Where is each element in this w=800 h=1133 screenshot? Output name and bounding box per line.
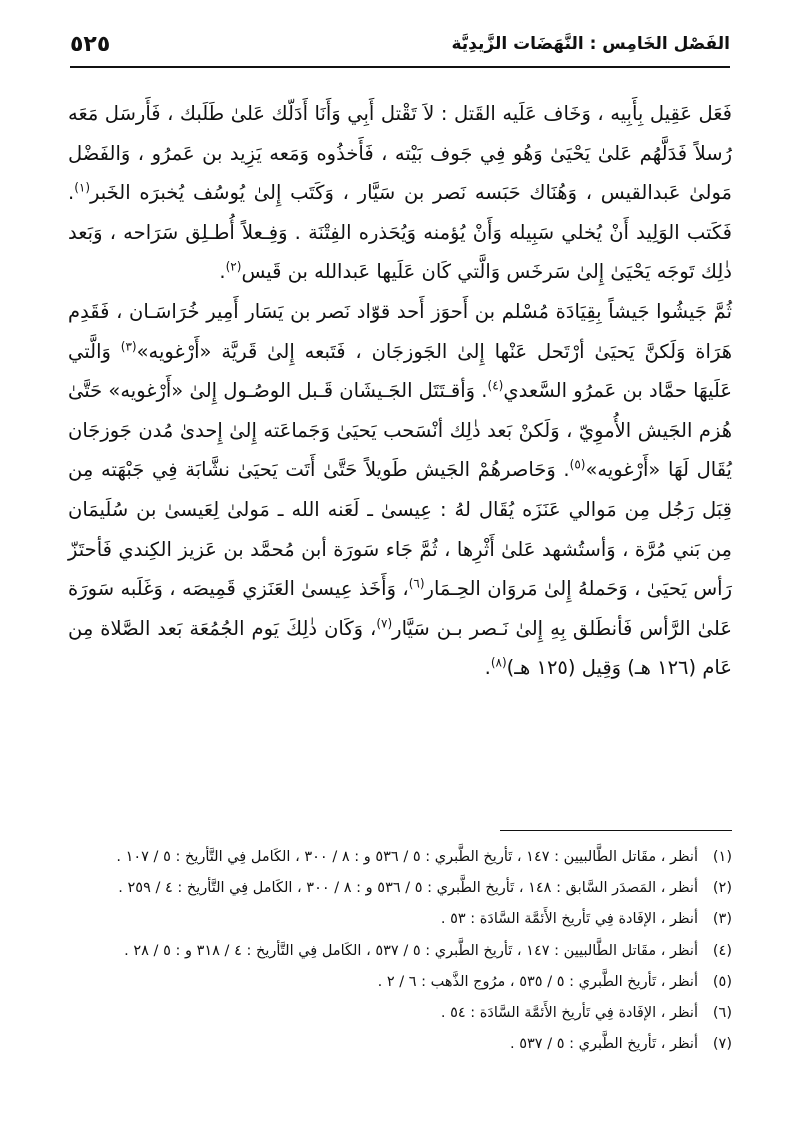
footnote-number: (٥) (712, 973, 732, 990)
footnote-reference: (٤) (487, 378, 504, 393)
footnote-text: أنظر ، تَأريخ الطَّبري : ٥ / ٥٣٧ . (510, 1036, 698, 1053)
footnote-text: أنظر ، المَصدَر السَّابق : ١٤٨ ، تَأريخ الطَّبري : ٥ / ٥٣٦ و : ٨ / ٣٠٠ ، الكَامل فِي التَّأريخ : ٤ / ٢٥٩ . (118, 880, 698, 897)
footnote-reference: (٦) (408, 576, 425, 591)
footnote-reference: (١) (74, 180, 91, 195)
paragraph-text: . (219, 260, 226, 284)
footnote-number: (٢) (712, 880, 732, 897)
footnote-reference: (٣) (120, 339, 137, 354)
footnotes-list (68, 842, 732, 1060)
body-paragraph (68, 94, 732, 292)
footnote (68, 873, 732, 904)
footnote-reference: (٨) (490, 655, 507, 670)
footnote (68, 842, 732, 873)
body-paragraph (68, 292, 732, 688)
footnote-number: (٧) (712, 1036, 732, 1053)
footnote (68, 904, 732, 935)
paragraph-text: ، وَأَخَذ عِيسىٰ العَنَزي قَمِيصَه ، وَغَلَبه سَورَة عَلىٰ الرَّأس فَأنطَلق بِهِ إِلىٰ نَـصر بـن سَيَّار (68, 577, 732, 640)
footnote (68, 1029, 732, 1060)
paragraph-text: ، وَكَان ذٰلِكَ يَوم الجُمُعَة بَعد الصَّلاة مِن عَام (١٢٦ هـ) وَقِيل (١٢٥ هـ) (68, 616, 732, 680)
footnote-text: أنظر ، تَأريخ الطَّبري : ٥ / ٥٣٥ ، مرُوج الذَّهب : ٦ / ٢ . (377, 973, 698, 990)
footnote-text: أنظر ، الإفَادة فِي تَأريخ الأَئمَّة السَّادَة : ٥٤ . (440, 1005, 698, 1022)
footnote-number: (٣) (712, 911, 732, 928)
paragraph-text: وَالَّتي عَلَيهَا حمَّاد بن عَمرُو السَّعدي (68, 339, 733, 403)
footnote-reference: (٥) (569, 457, 586, 472)
paragraph-text: . وَحَاصرهُمْ الجَيش طَويلاً حَتَّىٰ أَتَت يَحيَىٰ نشَّابَة فِي جَبْهَته مِن قِبَل رَجُل مِن مَوالي عَنَزَه يُقَال لهُ : عِيسىٰ ـ لَعَنه الله ـ مَولىٰ لِعَيسىٰ بن سُلَيمَان مِن بَني مُرَّة ، وَأستُشهد عَلىٰ أَثْرِها ، ثُمَّ جَاء سَورَة أبن مُحمَّد بن عَزيز الكِندي فَأحتَزّ رَأس يَحيَىٰ ، وَحَملهُ إِلىٰ مَروَان الحِـمَار (68, 458, 732, 601)
footnote-text: أنظر ، مقَاتل الطَّالبيين : ١٤٧ ، تَأريخ الطَّبري : ٥ / ٥٣٦ و : ٨ / ٣٠٠ ، الكَامل فِي التَّأريخ : ٥ / ١٠٧ . (116, 849, 698, 865)
page-header (70, 30, 730, 66)
paragraph-text: . فَكَتب الوَلِيد أَنْ يُخلي سَبِيله وَأَنْ يُؤمنه وَيُحَذره الفِتْنَة . وَفِـعلاً أُطـلِق سَرَاحه ، وَبَعد ذٰلِك تَوجَه يَحْيَىٰ إِلىٰ سَرخَس وَالَّتي كَان عَلَيها عَبدالله بن قَيس (68, 181, 732, 284)
page-number: ٥٢٥ (70, 32, 111, 57)
footnote-number: (١) (712, 849, 732, 865)
footnote-number: (٦) (712, 1005, 732, 1022)
paragraph-text: . وَأقـتَتَل الجَـيشَان قَـبل الوصُـول إِلىٰ «أَرْغويه» حَتَّىٰ هُزم الجَيش الأُموِيّ ، وَلَكنْ بَعد ذٰلِك أنْسَحب يَحيَىٰ وَجَماعَته إِلىٰ إِحدىٰ مُدن جَوزجَان يُقَال لَهَا «أَرْغويه» (68, 379, 732, 482)
footnote-text: أنظر ، مقَاتل الطَّالبيين : ١٤٧ ، تَأريخ الطَّبري : ٥ / ٥٣٧ ، الكَامل فِي التَّأريخ : ٤ / ٣١٨ و : ٥ / ٢٨ . (124, 942, 698, 959)
footnote-text: أنظر ، الإفَادة فِي تَأريخ الأَئمَّة السَّادَة : ٥٣ . (440, 911, 698, 928)
footnote (68, 998, 732, 1029)
header-rule (70, 66, 730, 68)
paragraph-text: . (484, 656, 491, 680)
running-title: الفَصْل الخَامِس : النَّهَضَات الزَّيدِيَّة (451, 34, 730, 54)
footnote (68, 967, 732, 998)
footnote-separator (500, 830, 732, 831)
footnote (68, 936, 732, 967)
paragraph-text: فَعَل عَقِيل بِأَبِيه ، وَخَاف عَلَيه القَتل : لاَ تَقْتل أَبِي وَأَنَا أَدَلّك عَلىٰ طَلَبك ، فَأَرسَل مَعَه رُسلاً فَدَلَّهُم عَلىٰ يَحْيَىٰ وَهُو فِي جَوف بَيْته ، فَأَخذُوه وَمَعه يَزِيد بن عَمرُو ، وَالفَضْل مَولىٰ عَبدالقيس ، وَهُنَاك حَبَسه نَصر بن سَيَّار ، وَكَتَب إِلىٰ يُوسُف يُخبرَه الخَبر (68, 102, 732, 205)
body-text (68, 94, 732, 688)
footnote-number: (٤) (712, 942, 732, 959)
footnote-reference: (٢) (225, 259, 242, 274)
paragraph-text: ثُمَّ جَيشُوا جَيشاً بِقِيَادَة مُسْلم بن أَحوَز أَحد قوّاد نَصر بن يَسَار أَمِير خُرَاسَـان ، فَقَدِم هَرَاة وَلَكنَّ يَحيَىٰ أرْتَحل عَنْها إِلىٰ الجَوزجَان ، فَتَبعه إِلىٰ قَريَّة «أَرْغويه» (68, 299, 732, 363)
footnote-reference: (٧) (376, 616, 393, 631)
